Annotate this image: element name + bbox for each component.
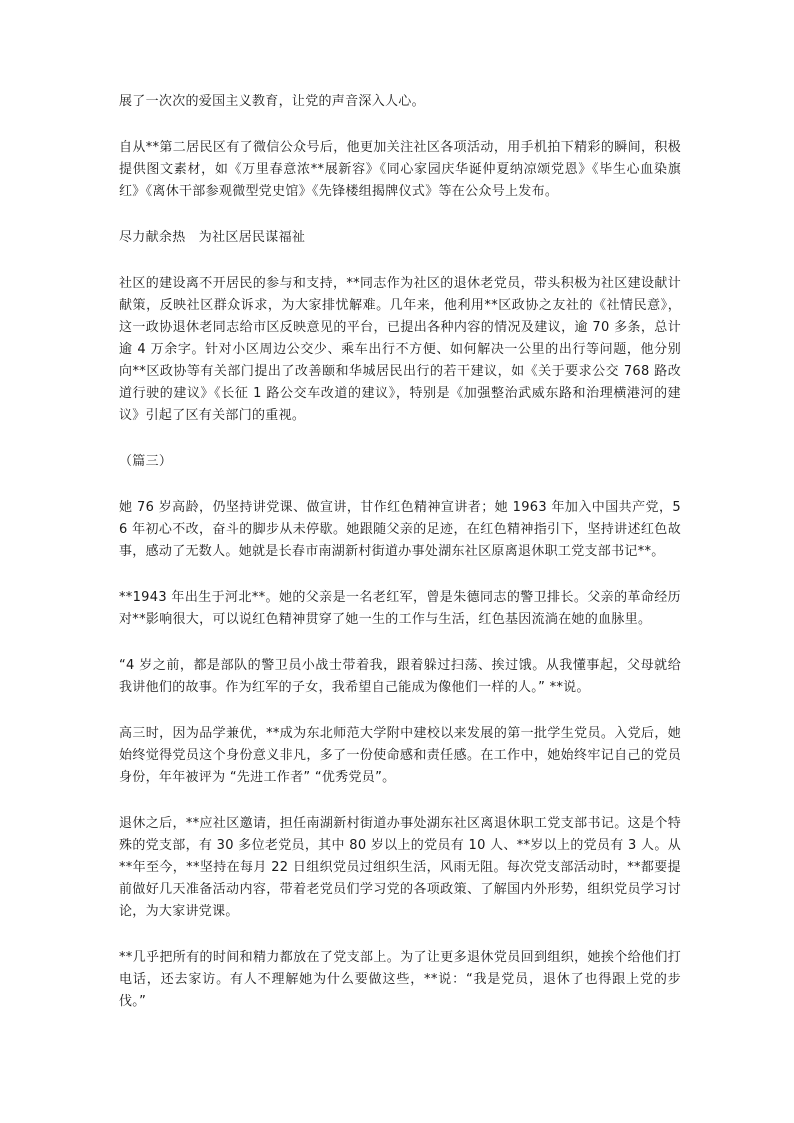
paragraph-dedication: **几乎把所有的时间和精力都放在了党支部上。为了让更多退休党员回到组织，她挨个给他们打电话，还去家访。有人不理解她为什么要做这些，**说：“我是党员，退休了也得跟上党的步伐。” — [119, 950, 681, 1009]
paragraph-intro-continuation: 展了一次次的爱国主义教育，让党的声音深入人心。 — [119, 94, 425, 109]
paragraph-family-background: **1943 年出生于河北**。她的父亲是一名老红军，曾是朱德同志的警卫排长。父亲的革命经历对**影响很大，可以说红色精神贯穿了她一生的工作与生活，红色基因流淌在她的血脉里。 — [119, 590, 681, 627]
paragraph-red-spirit-lecturer: 她 76 岁高龄，仍坚持讲党课、做宣讲，甘作红色精神宣讲者；她 1963 年加入中国共产党，56 年初心不改，奋斗的脚步从未停歇。她跟随父亲的足迹，在红色精神指引下，坚持讲述红色故事，感动了无数人。她就是长春市南湖新村街道办事处湖东社区原离退休职工党支部书记**。 — [119, 500, 681, 559]
section-heading: 尽力献余热 为社区居民谋福祉 — [119, 230, 306, 245]
paragraph-wechat-account: 自从**第二居民区有了微信公众号后，他更加关注社区各项活动，用手机拍下精彩的瞬间，积极提供图文素材，如《万里春意浓**展新容》《同心家园庆华诞仲夏纳凉颂党恩》《毕生心血染旗红》《离休干部参观微型党史馆》《先锋楼组揭牌仪式》等在公众号上发布。 — [119, 140, 681, 199]
paragraph-quote-childhood: “4 岁之前，都是部队的警卫员小战士带着我，跟着躲过扫荡、挨过饿。从我懂事起，父母就给我讲他们的故事。作为红军的子女，我希望自己能成为像他们一样的人。” **说。 — [119, 658, 681, 695]
paragraph-student-member: 高三时，因为品学兼优，**成为东北师范大学附中建校以来发展的第一批学生党员。入党后，她始终觉得党员这个身份意义非凡，多了一份使命感和责任感。在工作中，她始终牢记自己的党员身份，年年被评为 “先进工作者” “优秀党员”。 — [119, 726, 681, 785]
document-body — [119, 91, 681, 1013]
paragraph-community-suggestions: 社区的建设离不开居民的参与和支持，**同志作为社区的退休老党员，带头积极为社区建设献计献策，反映社区群众诉求，为大家排忧解难。几年来，他利用**区政协之友社的《社情民意》，这一政协退休老同志给市区反映意见的平台，已提出各种内容的情况及建议，逾 70 多条，总计逾 4 万余字。针对小区周边公交少、乘车出行不方便、如何解决一公里的出行等问题，他分别向**区政协等有关部门提出了改善颐和华城居民出行的若干建议，如《关于要求公交 768 路改道行驶的建议》《长征 1 路公交车改道的建议》，特别是《加强整治武威东路和治理横港河的建议》引起了区有关部门的重视。 — [119, 276, 681, 423]
paragraph-party-branch: 退休之后，**应社区邀请，担任南湖新村街道办事处湖东社区离退休职工党支部书记。这是个特殊的党支部，有 30 多位老党员，其中 80 岁以上的党员有 10 人、**岁以上的党员有 3 人。从**年至今，**坚持在每月 22 日组织党员过组织生活，风雨无阻。每次党支部活动时，**都要提前做好几天准备活动内容，带着老党员们学习党的各项政策、了解国内外形势，组织党员学习讨论，为大家讲党课。 — [119, 816, 681, 919]
section-label-part-three: （篇三） — [119, 454, 173, 469]
